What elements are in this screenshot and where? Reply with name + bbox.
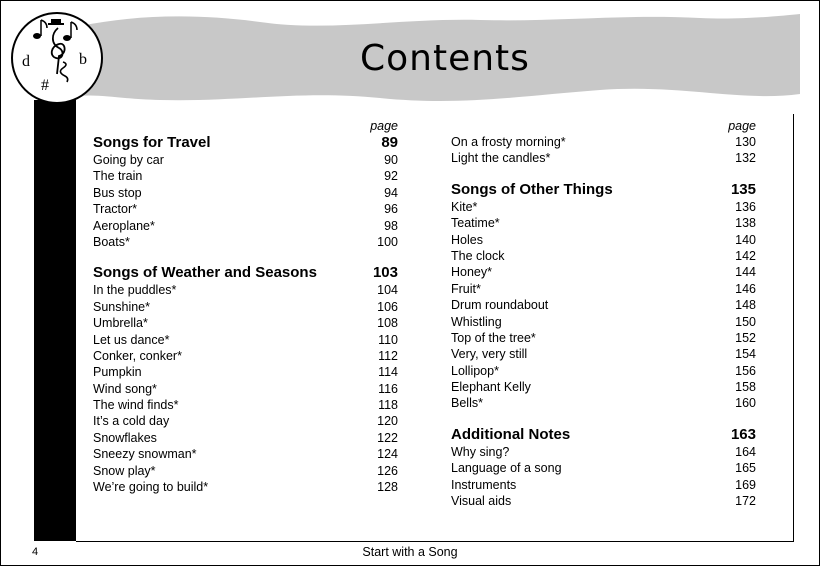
item-name: Let us dance*: [93, 332, 170, 347]
list-item: [451, 134, 756, 150]
section-gap: [451, 167, 756, 181]
item-name: The train: [93, 169, 143, 184]
list-item: [93, 430, 398, 446]
item-name: Snow play*: [93, 463, 156, 478]
item-name: Drum roundabout: [451, 298, 549, 313]
footer-book-title: Start with a Song: [362, 545, 458, 559]
item-name: The wind finds*: [93, 398, 179, 413]
section-heading: [93, 264, 398, 282]
item-page: 122: [377, 430, 398, 445]
item-name: Sneezy snowman*: [93, 447, 197, 462]
item-name: On a frosty morning*: [451, 135, 566, 149]
logo-glyph-sharp: #: [41, 77, 49, 94]
item-page: 120: [377, 414, 398, 429]
section-heading: [93, 134, 398, 152]
item-page: 165: [735, 461, 756, 476]
section-gap: [93, 250, 398, 264]
list-item: [451, 297, 756, 313]
item-name: Fruit*: [451, 281, 481, 296]
item-name: Bells*: [451, 396, 483, 411]
item-page: 106: [377, 299, 398, 314]
item-name: Wind song*: [93, 381, 157, 396]
item-page: 128: [377, 480, 398, 495]
item-name: It’s a cold day: [93, 414, 170, 429]
item-name: Aeroplane*: [93, 218, 155, 233]
list-item: [451, 346, 756, 362]
item-page: 124: [377, 447, 398, 462]
list-item: [93, 381, 398, 397]
item-name: Lollipop*: [451, 363, 499, 378]
item-page: 126: [377, 463, 398, 478]
list-item: [93, 168, 398, 184]
contents-column-right: [451, 118, 756, 509]
item-page: 146: [735, 281, 756, 296]
item-name: Holes: [451, 232, 483, 247]
item-name: Sunshine*: [93, 299, 150, 314]
item-page: 100: [377, 234, 398, 249]
page-column-header: page: [728, 119, 756, 133]
item-page: 90: [384, 153, 398, 167]
list-item: [451, 215, 756, 231]
item-page: 136: [735, 199, 756, 214]
item-page: 108: [377, 316, 398, 331]
item-page: 142: [735, 248, 756, 263]
item-name: Language of a song: [451, 461, 562, 476]
item-name: Kite*: [451, 199, 478, 214]
list-item: [451, 363, 756, 379]
item-name: Why sing?: [451, 444, 510, 459]
item-page: 110: [378, 332, 398, 347]
section-page: 163: [730, 425, 756, 443]
list-item: [451, 314, 756, 330]
list-item: [93, 218, 398, 234]
item-page: 158: [735, 380, 756, 395]
item-name: Very, very still: [451, 347, 528, 362]
contents-column-left: [93, 118, 398, 495]
item-name: Elephant Kelly: [451, 380, 531, 395]
item-name: Visual aids: [451, 494, 512, 509]
page-column-header: page: [370, 119, 398, 133]
section-heading: [451, 181, 756, 199]
item-name: Snowflakes: [93, 430, 157, 445]
item-page: 132: [735, 151, 756, 166]
item-name: The clock: [451, 248, 505, 263]
item-page: 169: [735, 477, 756, 492]
list-item: [451, 477, 756, 493]
item-name: We’re going to build*: [93, 480, 209, 495]
list-item: [93, 479, 398, 495]
list-item: [451, 281, 756, 297]
logo-glyph-b: b: [79, 51, 87, 68]
section-title: Additional Notes: [451, 425, 571, 443]
item-name: Honey*: [451, 265, 492, 280]
list-item: [451, 395, 756, 411]
section-title: Songs of Weather and Seasons: [93, 264, 317, 282]
item-page: 118: [378, 398, 398, 413]
list-item: [93, 315, 398, 331]
section-title: Songs of Other Things: [451, 180, 613, 198]
item-name: Light the candles*: [451, 151, 551, 166]
item-page: 94: [384, 185, 398, 200]
item-page: 156: [735, 363, 756, 378]
list-item: [451, 493, 756, 509]
item-page: 150: [735, 314, 756, 329]
list-item: [451, 248, 756, 264]
item-page: 160: [735, 396, 756, 411]
list-item: [93, 397, 398, 413]
list-item: [451, 199, 756, 215]
item-page: 152: [735, 330, 756, 345]
item-name: Conker, conker*: [93, 348, 182, 363]
list-item: [93, 152, 398, 168]
item-name: In the puddles*: [93, 283, 177, 298]
item-name: Umbrella*: [93, 316, 148, 331]
list-item: [451, 444, 756, 460]
section-page: 89: [381, 134, 398, 151]
section-gap: [451, 412, 756, 426]
item-name: Tractor*: [93, 202, 137, 217]
item-name: Bus stop: [93, 185, 142, 200]
item-name: Top of the tree*: [451, 330, 536, 345]
list-item: [93, 185, 398, 201]
item-page: 130: [735, 135, 756, 149]
list-item: [93, 413, 398, 429]
item-page: 104: [377, 283, 398, 298]
footer-page-number: 4: [32, 546, 39, 558]
list-item: [93, 282, 398, 298]
item-name: Pumpkin: [93, 365, 142, 380]
list-item: [93, 201, 398, 217]
list-item: [93, 348, 398, 364]
item-page: 154: [735, 347, 756, 362]
list-item: [451, 379, 756, 395]
item-page: 144: [735, 265, 756, 280]
list-item: [93, 446, 398, 462]
item-page: 138: [735, 216, 756, 231]
list-item: [93, 332, 398, 348]
item-name: Instruments: [451, 477, 517, 492]
item-page: 116: [378, 381, 398, 396]
section-heading: [451, 426, 756, 444]
item-page: 92: [384, 169, 398, 184]
item-page: 140: [735, 232, 756, 247]
list-item: [451, 150, 756, 166]
item-name: Whistling: [451, 314, 502, 329]
list-item: [451, 330, 756, 346]
item-page: 172: [735, 494, 756, 509]
item-name: Teatime*: [451, 216, 500, 231]
logo-glyph-d: d: [22, 53, 30, 70]
section-title: Songs for Travel: [93, 134, 211, 151]
list-item: [93, 234, 398, 250]
item-page: 114: [378, 365, 398, 380]
list-item: [93, 463, 398, 479]
list-item: [93, 299, 398, 315]
list-item: [451, 232, 756, 248]
item-page: 164: [735, 444, 756, 459]
item-page: 112: [378, 348, 398, 363]
music-notes-logo-icon: [11, 12, 103, 104]
section-page: 103: [372, 264, 398, 282]
section-page: 135: [730, 180, 756, 198]
list-item: [451, 460, 756, 476]
item-name: Boats*: [93, 234, 130, 249]
list-item: [451, 264, 756, 280]
list-item: [93, 364, 398, 380]
left-sidebar-bar: [34, 100, 76, 541]
item-page: 96: [384, 202, 398, 217]
item-name: Going by car: [93, 153, 164, 167]
page-title: Contents: [360, 38, 530, 79]
item-page: 98: [384, 218, 398, 233]
item-page: 148: [735, 298, 756, 313]
